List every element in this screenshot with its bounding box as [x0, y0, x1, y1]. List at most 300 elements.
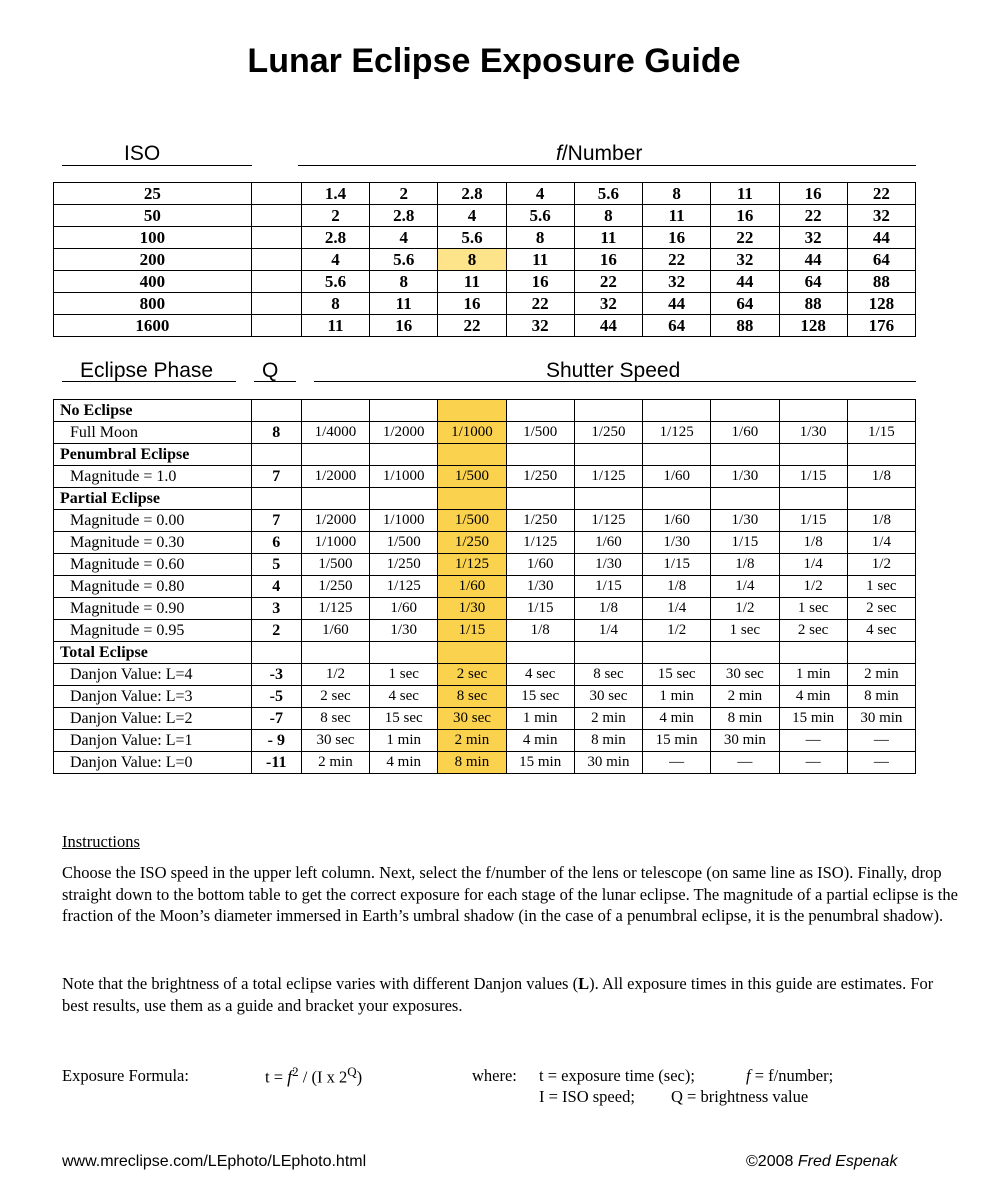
shutter-cell: 1/30	[574, 554, 642, 576]
shutter-cell	[438, 488, 506, 510]
shutter-cell: 30 min	[847, 708, 915, 730]
shutter-cell: —	[779, 752, 847, 774]
shutter-cell: 1/125	[643, 422, 711, 444]
shutter-cell: 1/2000	[301, 466, 369, 488]
section-row	[54, 642, 916, 664]
fnumber-cell: 5.6	[438, 227, 506, 249]
shutter-cell: 1/125	[301, 598, 369, 620]
shutter-cell	[779, 488, 847, 510]
fnumber-cell: 176	[847, 315, 915, 337]
shutter-cell: 1/15	[711, 532, 779, 554]
shutter-cell: 30 min	[574, 752, 642, 774]
phase-label: Magnitude = 1.0	[54, 466, 252, 488]
iso-spacer-cell	[251, 271, 301, 293]
shutter-cell: 1/8	[847, 510, 915, 532]
shutter-cell: 1/250	[574, 422, 642, 444]
iso-value: 100	[54, 227, 252, 249]
fnumber-cell: 5.6	[506, 205, 574, 227]
shutter-cell	[574, 444, 642, 466]
shutter-cell: 1/4	[574, 620, 642, 642]
fnumber-cell: 8	[438, 249, 506, 271]
iso-row	[54, 271, 916, 293]
fnumber-cell: 11	[643, 205, 711, 227]
instructions-heading: Instructions	[62, 832, 140, 851]
shutter-cell: 1/8	[643, 576, 711, 598]
q-cell	[251, 400, 301, 422]
shutter-cell: —	[711, 752, 779, 774]
shutter-cell: 1/125	[574, 466, 642, 488]
q-value: 8	[251, 422, 301, 444]
shutter-cell: 1/60	[370, 598, 438, 620]
fnumber-cell: 32	[506, 315, 574, 337]
q-value: 4	[251, 576, 301, 598]
fnumber-cell: 44	[574, 315, 642, 337]
def-brightness: Q = brightness value	[671, 1087, 809, 1106]
shutter-cell: 1 min	[506, 708, 574, 730]
iso-row	[54, 315, 916, 337]
shutter-cell: 4 min	[506, 730, 574, 752]
iso-value: 200	[54, 249, 252, 271]
shutter-cell	[711, 488, 779, 510]
fnumber-cell: 2	[370, 183, 438, 205]
shutter-cell	[847, 444, 915, 466]
fnumber-cell: 11	[438, 271, 506, 293]
shutter-cell: 2 sec	[779, 620, 847, 642]
shutter-cell: 1/1000	[301, 532, 369, 554]
phase-label: Full Moon	[54, 422, 252, 444]
fnumber-cell: 8	[370, 271, 438, 293]
shutter-cell: 1/8	[847, 466, 915, 488]
fnumber-cell: 44	[643, 293, 711, 315]
shutter-cell: 1/500	[438, 510, 506, 532]
phase-label: Danjon Value: L=0	[54, 752, 252, 774]
fnumber-cell: 16	[643, 227, 711, 249]
fnumber-cell: 22	[711, 227, 779, 249]
shutter-speed-rule	[314, 381, 916, 382]
shutter-cell	[711, 642, 779, 664]
iso-row	[54, 205, 916, 227]
shutter-cell: 1/1000	[438, 422, 506, 444]
fnumber-header-rule	[298, 165, 916, 166]
shutter-cell: 1/8	[711, 554, 779, 576]
shutter-cell	[574, 642, 642, 664]
fnumber-cell: 22	[779, 205, 847, 227]
shutter-cell: 1/250	[506, 510, 574, 532]
fnumber-cell: 32	[847, 205, 915, 227]
fnumber-cell: 88	[779, 293, 847, 315]
iso-value: 800	[54, 293, 252, 315]
fnumber-cell: 16	[711, 205, 779, 227]
exposure-row	[54, 730, 916, 752]
shutter-cell: 1/30	[711, 466, 779, 488]
fnumber-cell: 4	[301, 249, 369, 271]
shutter-cell: 1 sec	[847, 576, 915, 598]
shutter-cell: 15 sec	[643, 664, 711, 686]
fnumber-cell: 5.6	[370, 249, 438, 271]
q-value: 2	[251, 620, 301, 642]
fnumber-header: f/Number	[556, 142, 643, 165]
eclipse-phase-rule	[62, 381, 236, 382]
exposure-row	[54, 752, 916, 774]
shutter-cell	[370, 444, 438, 466]
fnumber-cell: 8	[301, 293, 369, 315]
shutter-cell: 2 min	[847, 664, 915, 686]
shutter-cell	[506, 400, 574, 422]
shutter-cell: 1/1000	[370, 510, 438, 532]
fnumber-cell: 32	[643, 271, 711, 293]
shutter-cell: 8 sec	[574, 664, 642, 686]
iso-spacer-cell	[251, 315, 301, 337]
shutter-cell: 1 sec	[370, 664, 438, 686]
shutter-cell: 1/15	[643, 554, 711, 576]
q-value: -5	[251, 686, 301, 708]
shutter-cell	[643, 444, 711, 466]
shutter-cell: 1/500	[370, 532, 438, 554]
fnumber-cell: 16	[779, 183, 847, 205]
shutter-cell: 15 min	[643, 730, 711, 752]
exposure-formula: $t = f^2 / (I$ x $2^Q$)	[265, 1064, 363, 1087]
shutter-cell: 1 min	[370, 730, 438, 752]
shutter-cell: 4 min	[643, 708, 711, 730]
iso-value: 25	[54, 183, 252, 205]
iso-spacer-cell	[251, 249, 301, 271]
fnumber-cell: 5.6	[301, 271, 369, 293]
exposure-row	[54, 466, 916, 488]
phase-label: Danjon Value: L=1	[54, 730, 252, 752]
shutter-cell: 8 sec	[301, 708, 369, 730]
iso-header: ISO	[124, 142, 161, 165]
fnumber-cell: 22	[438, 315, 506, 337]
fnumber-cell: 22	[643, 249, 711, 271]
fnumber-cell: 44	[711, 271, 779, 293]
section-label: No Eclipse	[54, 400, 252, 422]
shutter-cell: 1/2	[779, 576, 847, 598]
formula-label: Exposure Formula:	[62, 1066, 189, 1085]
shutter-cell: —	[847, 752, 915, 774]
shutter-cell	[643, 488, 711, 510]
fnumber-cell: 4	[506, 183, 574, 205]
iso-value: 50	[54, 205, 252, 227]
shutter-cell: 1/2000	[370, 422, 438, 444]
shutter-cell: 2 min	[438, 730, 506, 752]
def-exposure-time: t = exposure time (sec);	[539, 1066, 695, 1085]
exposure-row	[54, 708, 916, 730]
shutter-cell: 2 sec	[301, 686, 369, 708]
fnumber-cell: 8	[506, 227, 574, 249]
shutter-cell	[506, 642, 574, 664]
shutter-cell: 1 sec	[711, 620, 779, 642]
exposure-row	[54, 532, 916, 554]
iso-row	[54, 227, 916, 249]
shutter-cell: 30 sec	[574, 686, 642, 708]
footer-url: www.mreclipse.com/LEphoto/LEphoto.html	[62, 1153, 367, 1170]
shutter-cell: 1/2	[847, 554, 915, 576]
shutter-cell: 15 sec	[370, 708, 438, 730]
phase-label: Magnitude = 0.80	[54, 576, 252, 598]
shutter-cell	[301, 444, 369, 466]
shutter-cell	[711, 444, 779, 466]
shutter-cell: 1/1000	[370, 466, 438, 488]
fnumber-cell: 11	[301, 315, 369, 337]
shutter-cell: 8 sec	[438, 686, 506, 708]
fnumber-cell: 44	[779, 249, 847, 271]
shutter-cell: 1/2000	[301, 510, 369, 532]
phase-label: Danjon Value: L=3	[54, 686, 252, 708]
fnumber-cell: 2	[301, 205, 369, 227]
section-row	[54, 444, 916, 466]
shutter-cell	[370, 488, 438, 510]
phase-label: Danjon Value: L=2	[54, 708, 252, 730]
fnumber-cell: 4	[370, 227, 438, 249]
section-label: Total Eclipse	[54, 642, 252, 664]
fnumber-cell: 11	[370, 293, 438, 315]
shutter-cell: 1/30	[506, 576, 574, 598]
exposure-row	[54, 664, 916, 686]
shutter-cell: 1/15	[574, 576, 642, 598]
shutter-cell	[779, 400, 847, 422]
page-title: Lunar Eclipse Exposure Guide	[247, 42, 741, 80]
shutter-cell: 1/500	[438, 466, 506, 488]
shutter-cell: 1/30	[370, 620, 438, 642]
shutter-cell: 1/60	[643, 510, 711, 532]
shutter-cell	[438, 400, 506, 422]
shutter-cell	[847, 400, 915, 422]
instructions-paragraph-1: Choose the ISO speed in the upper left column. Next, select the f/number of the lens or telescope (on same line as ISO). Finally, drop straight down to the bottom table to get the correct exposure for each stage of the lunar eclipse. The magnitude of a partial eclipse is the fraction of the Moon’s diameter immersed in Earth’s umbral shadow (in the case of a penumbral eclipse, it is the penumbral shadow).	[62, 863, 958, 925]
shutter-cell: 30 sec	[438, 708, 506, 730]
fnumber-cell: 32	[574, 293, 642, 315]
shutter-cell: 1/60	[506, 554, 574, 576]
shutter-cell: 1/500	[506, 422, 574, 444]
shutter-cell: 2 sec	[438, 664, 506, 686]
fnumber-cell: 32	[711, 249, 779, 271]
q-cell	[251, 642, 301, 664]
fnumber-cell: 88	[711, 315, 779, 337]
shutter-cell: 2 min	[574, 708, 642, 730]
shutter-cell: 1/15	[779, 466, 847, 488]
shutter-cell: 1/125	[370, 576, 438, 598]
fnumber-cell: 8	[574, 205, 642, 227]
shutter-cell: 1/4	[847, 532, 915, 554]
fnumber-cell: 5.6	[574, 183, 642, 205]
shutter-cell: 1/8	[574, 598, 642, 620]
shutter-cell: 1/30	[711, 510, 779, 532]
shutter-cell: 1/250	[370, 554, 438, 576]
shutter-cell: 8 min	[438, 752, 506, 774]
shutter-cell: 1/60	[643, 466, 711, 488]
shutter-cell: 1/15	[438, 620, 506, 642]
shutter-cell: 8 min	[711, 708, 779, 730]
section-row	[54, 488, 916, 510]
shutter-cell: 1/4	[711, 576, 779, 598]
q-value: 3	[251, 598, 301, 620]
phase-label: Danjon Value: L=4	[54, 664, 252, 686]
fnumber-cell: 22	[506, 293, 574, 315]
shutter-cell: 15 min	[506, 752, 574, 774]
fnumber-cell: 16	[370, 315, 438, 337]
exposure-row	[54, 686, 916, 708]
shutter-cell: —	[847, 730, 915, 752]
q-header-rule	[254, 381, 296, 382]
fnumber-cell: 2.8	[301, 227, 369, 249]
shutter-cell: 1/30	[438, 598, 506, 620]
fnumber-cell: 64	[779, 271, 847, 293]
fnumber-cell: 128	[779, 315, 847, 337]
fnumber-cell: 16	[574, 249, 642, 271]
fnumber-cell: 11	[506, 249, 574, 271]
iso-value: 400	[54, 271, 252, 293]
fnumber-cell: 2.8	[370, 205, 438, 227]
q-value: -3	[251, 664, 301, 686]
shutter-cell: 1/250	[301, 576, 369, 598]
fnumber-cell: 128	[847, 293, 915, 315]
exposure-row	[54, 598, 916, 620]
section-row	[54, 400, 916, 422]
shutter-cell: 1/2	[643, 620, 711, 642]
shutter-cell: 30 min	[711, 730, 779, 752]
shutter-cell: 4 sec	[506, 664, 574, 686]
phase-label: Magnitude = 0.30	[54, 532, 252, 554]
iso-row	[54, 249, 916, 271]
fnumber-cell: 64	[847, 249, 915, 271]
shutter-cell	[574, 488, 642, 510]
footer-copyright: ©2008 Fred Espenak	[746, 1153, 898, 1170]
iso-spacer-cell	[251, 293, 301, 315]
shutter-cell	[370, 400, 438, 422]
q-value: 5	[251, 554, 301, 576]
fnumber-cell: 64	[643, 315, 711, 337]
formula-where: where:	[472, 1066, 517, 1085]
shutter-cell: 4 min	[370, 752, 438, 774]
shutter-cell: 4 min	[779, 686, 847, 708]
fnumber-cell: 1.4	[301, 183, 369, 205]
q-header: Q	[262, 359, 279, 382]
phase-label: Magnitude = 0.95	[54, 620, 252, 642]
shutter-cell: 1/4	[643, 598, 711, 620]
shutter-cell	[301, 400, 369, 422]
phase-label: Magnitude = 0.00	[54, 510, 252, 532]
shutter-cell	[438, 642, 506, 664]
shutter-cell	[779, 642, 847, 664]
fnumber-cell: 16	[506, 271, 574, 293]
shutter-cell	[370, 642, 438, 664]
section-label: Penumbral Eclipse	[54, 444, 252, 466]
shutter-cell: 2 sec	[847, 598, 915, 620]
shutter-cell: 1/8	[506, 620, 574, 642]
exposure-row	[54, 510, 916, 532]
exposure-row	[54, 422, 916, 444]
fnumber-cell: 4	[438, 205, 506, 227]
shutter-cell: 2 min	[711, 686, 779, 708]
shutter-cell: —	[643, 752, 711, 774]
shutter-cell	[506, 444, 574, 466]
def-iso: I = ISO speed;	[539, 1087, 635, 1106]
section-label: Partial Eclipse	[54, 488, 252, 510]
shutter-cell: 1/250	[506, 466, 574, 488]
q-value: 7	[251, 466, 301, 488]
shutter-cell: 30 sec	[711, 664, 779, 686]
shutter-cell: 1/60	[438, 576, 506, 598]
exposure-row	[54, 576, 916, 598]
exposure-row	[54, 620, 916, 642]
shutter-cell: 2 min	[301, 752, 369, 774]
q-cell	[251, 488, 301, 510]
shutter-cell	[301, 642, 369, 664]
exposure-row	[54, 554, 916, 576]
shutter-cell	[643, 400, 711, 422]
fnumber-cell: 11	[574, 227, 642, 249]
fnumber-cell: 22	[847, 183, 915, 205]
shutter-cell: 1/60	[574, 532, 642, 554]
instructions-paragraph-2: Note that the brightness of a total eclipse varies with different Danjon values (L). All exposure times in this guide are estimates. For best results, use them as a guide and bracket your exposures.	[62, 974, 934, 1015]
shutter-cell: 1/250	[438, 532, 506, 554]
shutter-cell	[438, 444, 506, 466]
iso-row	[54, 183, 916, 205]
shutter-cell: —	[779, 730, 847, 752]
shutter-cell: 8 min	[574, 730, 642, 752]
phase-label: Magnitude = 0.60	[54, 554, 252, 576]
iso-header-rule	[62, 165, 252, 166]
shutter-cell	[506, 488, 574, 510]
shutter-cell: 1 sec	[779, 598, 847, 620]
iso-row	[54, 293, 916, 315]
fnumber-cell: 16	[438, 293, 506, 315]
shutter-cell: 1 min	[779, 664, 847, 686]
fnumber-cell: 44	[847, 227, 915, 249]
q-value: - 9	[251, 730, 301, 752]
shutter-cell: 1/125	[574, 510, 642, 532]
shutter-cell: 1/2	[301, 664, 369, 686]
shutter-cell: 1/4000	[301, 422, 369, 444]
fnumber-cell: 88	[847, 271, 915, 293]
q-value: -7	[251, 708, 301, 730]
shutter-cell: 1/30	[643, 532, 711, 554]
shutter-cell	[711, 400, 779, 422]
shutter-cell	[847, 488, 915, 510]
shutter-cell: 1/8	[779, 532, 847, 554]
fnumber-cell: 11	[711, 183, 779, 205]
def-fnumber: f = f/number;	[746, 1066, 834, 1085]
shutter-cell: 30 sec	[301, 730, 369, 752]
shutter-cell: 1/60	[711, 422, 779, 444]
iso-value: 1600	[54, 315, 252, 337]
shutter-cell	[574, 400, 642, 422]
shutter-speed-table	[53, 399, 916, 774]
shutter-cell	[779, 444, 847, 466]
fnumber-cell: 2.8	[438, 183, 506, 205]
shutter-cell: 4 sec	[370, 686, 438, 708]
iso-fnumber-table	[53, 182, 916, 337]
shutter-cell: 1/15	[506, 598, 574, 620]
fnumber-cell: 8	[643, 183, 711, 205]
fnumber-cell: 64	[711, 293, 779, 315]
shutter-cell: 4 sec	[847, 620, 915, 642]
fnumber-cell: 22	[574, 271, 642, 293]
q-cell	[251, 444, 301, 466]
shutter-cell	[643, 642, 711, 664]
shutter-cell	[301, 488, 369, 510]
shutter-cell: 1/30	[779, 422, 847, 444]
eclipse-phase-header: Eclipse Phase	[80, 359, 214, 382]
shutter-cell: 1/125	[506, 532, 574, 554]
shutter-cell: 1/2	[711, 598, 779, 620]
shutter-cell: 15 min	[779, 708, 847, 730]
iso-spacer-cell	[251, 205, 301, 227]
shutter-cell: 1/15	[779, 510, 847, 532]
iso-spacer-cell	[251, 227, 301, 249]
fnumber-cell: 32	[779, 227, 847, 249]
q-value: 6	[251, 532, 301, 554]
shutter-cell: 1 min	[643, 686, 711, 708]
